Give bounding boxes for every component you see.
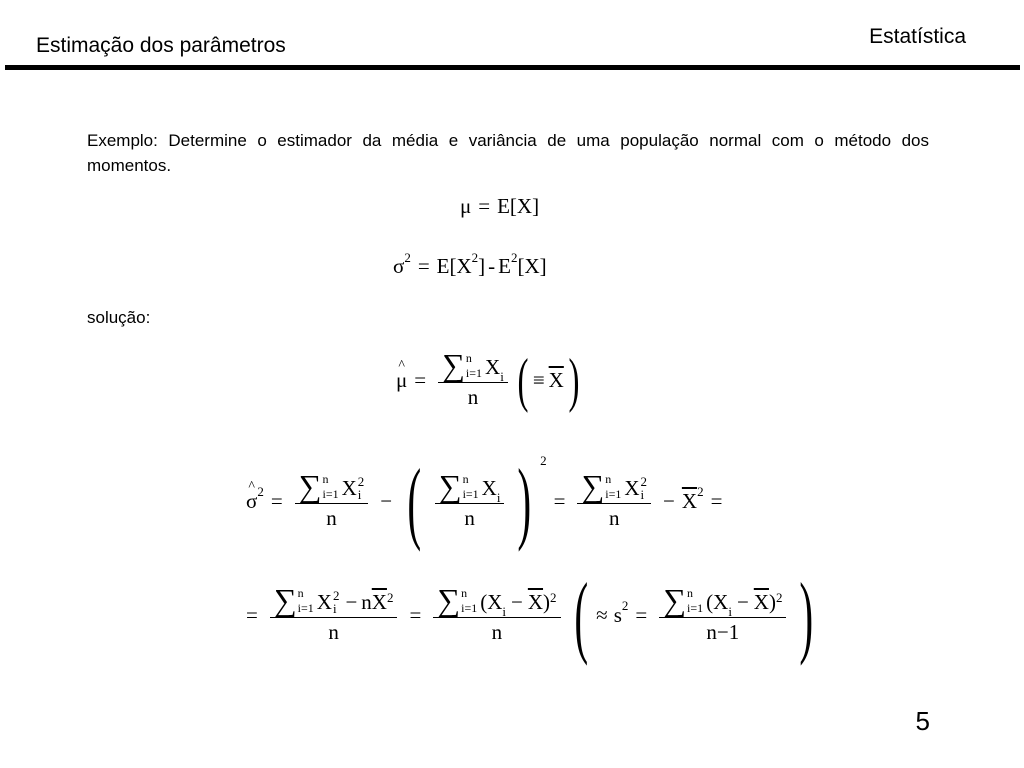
equation-variance-estimator-line1: ^ σ 2 = ∑ n i=1 X 2 i n − ( ∑ n i=1 X i n ) 2 = ∑ n i=1 X 2 i n − $\overline{X}$ 2 = (246, 456, 729, 546)
equation-mean-estimator: ^ μ = ∑ n i=1 X i n ( ≡ $\overline{X}$ ) (396, 350, 584, 410)
header-rule (5, 65, 1020, 70)
equation-variance: σ 2 = E[X 2 ] - E 2 [X] (393, 249, 547, 278)
solution-label: solução: (87, 308, 151, 327)
slide-title: Estimação dos parâmetros (36, 34, 286, 57)
example-text: Exemplo: Determine o estimador da média e variância de uma população normal com o método dos momentos. (87, 131, 929, 175)
page-number: 5 (915, 706, 930, 736)
equation-variance-estimator-line2: = ∑ n i=1 X 2 i − n $\overline{X}$ 2 n = ∑ n i=1 (X i − $\overline{X}$ ) 2 n ( ≈ s 2 = ∑ n i=1 (X i − $\overline{X}$ ) 2 n−1 ) (246, 564, 814, 666)
equation-mean: μ = E[X] (460, 194, 540, 218)
course-title: Estatística (869, 25, 966, 48)
